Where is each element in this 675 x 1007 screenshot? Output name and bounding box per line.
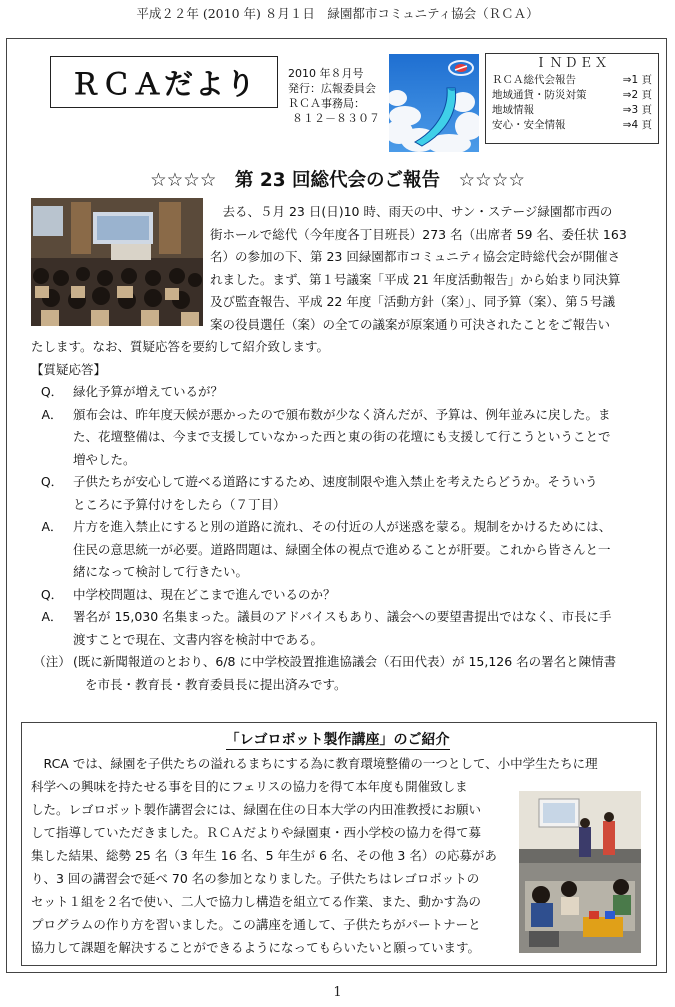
meeting-photo (31, 198, 203, 326)
qa-item (31, 516, 666, 584)
index-row (492, 73, 652, 88)
text-line: 署名が 15,030 名集まった。議員のアドバイスもあり、議会への要望書提出ではなく、市長に手 (73, 609, 612, 624)
text-line: 科学への興味を持たせる事を目的にフェリスの協力を得て本年度も開催致しま (31, 779, 468, 794)
qa-label: A． (41, 609, 63, 624)
index-item-label: 安心・安全情報 (492, 119, 566, 131)
article-body (31, 336, 666, 696)
qa-item (31, 381, 666, 404)
qa-text (73, 471, 666, 516)
text-line: した。レゴロボット製作講習会には、緑園在住の日本大学の内田准教授にお願い (31, 802, 482, 817)
page-number: 1 (333, 985, 342, 1000)
index-item-label: 地域通貨・防災対策 (492, 89, 587, 101)
note-text (73, 651, 666, 696)
text-line: 協力して課題を解決することができるようになってもらいたいと願っています。 (31, 940, 481, 955)
issue-date: 2010 年８月号 (288, 67, 364, 80)
qa-text (73, 381, 666, 404)
issue-info (288, 66, 384, 126)
text-line: 案の役員選任（案）の全ての議案が原案通り可決されたことをご報告い (210, 316, 611, 332)
qa-item (31, 606, 666, 651)
rca-logo (389, 54, 479, 152)
qa-label: Q． (40, 474, 64, 489)
lego-workshop-photo (519, 791, 641, 953)
index-item-page: ⇒1 頁 (622, 74, 652, 86)
index-item-page: ⇒3 頁 (622, 104, 652, 116)
qa-text (73, 516, 666, 584)
qa-item (31, 584, 666, 607)
index-title: ＩＮＤＥＸ (534, 56, 610, 71)
text-line: 頒布会は、昨年度天候が悪かったので頒布数が少なく済んだが、予算は、例年並みに戻した。ま (73, 406, 611, 422)
text-line: 渡すことで現在、文書内容を検討中である。 (73, 631, 324, 647)
text-line: して指導していただきました。ＲＣＡだよりや緑園東・西小学校の協力を得て募 (31, 825, 482, 840)
text-line: 去る、５月 23 日(日)10 時、雨天の中、サン・ステージ緑園都市西の (210, 204, 613, 219)
office-phone: ８１２－８３０７ (292, 112, 380, 125)
office-label: ＲＣＡ事務局： (288, 97, 365, 110)
text-line: たします。なお、質疑応答を要約して紹介致します。 (31, 339, 330, 354)
text-line: (既に新聞報道のとおり、6/8 に中学校設置推進協議会（石田代表）が 15,126 名の署名と陳情書 (73, 654, 617, 669)
article-intro (210, 201, 666, 336)
publisher: 発行：広報委員会 (288, 82, 376, 95)
qa-item (31, 471, 666, 516)
running-head: 平成２２年 (2010 年) ８月１日 緑園都市コミュニティ協会（ＲＣＡ） (136, 6, 539, 21)
index-item-page: ⇒4 頁 (622, 119, 652, 131)
text-line: 中学校問題は、現在どこまで進んでいるのか？ (73, 586, 336, 602)
text-line: た、花壇整備は、今まで支援していなかった西と東の街の花壇にも支援して行こうということで (73, 429, 611, 444)
qa-label: A． (41, 519, 63, 534)
index-row (492, 118, 652, 133)
newsletter-title: ＲＣＡだより (50, 56, 278, 108)
index-box (485, 53, 659, 144)
text-line: プログラムの作り方を習いました。この講座を通して、子供たちがパートナーと (31, 917, 481, 932)
qa-text (73, 404, 666, 472)
text-line: 増やした。 (73, 451, 136, 467)
qa-item (31, 404, 666, 472)
text-line: 子供たちが安心して遊べる道路にするため、速度制限や進入禁止を考えたらどうか。そういう (73, 474, 598, 489)
text-line: セット１組を２名で使い、二人で協力し構造を組立てる作業、また、動かす為の (31, 894, 482, 909)
article-headline: ☆☆☆☆ 第 23 回総代会のご報告 ☆☆☆☆ (150, 170, 525, 191)
index-item-page: ⇒2 頁 (622, 89, 652, 101)
text-line: 集した結果、総勢 25 名（3 年生 16 名、5 年生が 6 名、その他 3 名）の応募があ (31, 848, 497, 863)
text-line: を市長・教育長・教育委員長に提出済みです。 (85, 676, 347, 692)
text-line: 緑化予算が増えているが？ (73, 384, 224, 399)
index-row (492, 88, 652, 103)
note-label: （注） (33, 654, 71, 669)
text-line: 緒になって検討して行きたい。 (73, 564, 249, 579)
qa-label: Q． (40, 586, 64, 602)
text-line: RCA では、緑園を子供たちの溢れるまちにする為に教育環境整備の一つとして、小中学生たちに理 (31, 756, 598, 771)
lego-section-title (0, 729, 675, 749)
qa-heading: 【質疑応答】 (31, 361, 107, 377)
index-row (492, 103, 652, 118)
text-line: れました。まず、第１号議案「平成 21 年度活動報告」から始まり同決算 (210, 271, 621, 287)
text-line: り、3 回の講習会で延べ 70 名の参加となりました。子供たちはレゴロボットの (31, 871, 480, 886)
qa-label: Q． (40, 384, 64, 399)
text-line: ところに予算付けをしたら（７丁目） (73, 496, 286, 512)
text-line: 街ホールで総代（今年度各丁目班長）273 名（出席者 59 名、委任状 163 (210, 226, 627, 242)
text-line: 住民の意思統一が必要。道路問題は、緑園全体の視点で進めることが肝要。これから皆さんと一 (73, 541, 611, 557)
qa-label: A． (41, 406, 63, 422)
lego-title-text: 「レゴロボット製作講座」のご紹介 (225, 732, 450, 748)
qa-text (73, 606, 666, 651)
index-item-label: 地域情報 (492, 104, 534, 116)
text-line: 名）の参加の下、第 23 回緑園都市コミュニティ協会定時総代会が開催さ (210, 249, 621, 264)
index-item-label: ＲＣＡ総代会報告 (492, 74, 576, 86)
text-line: 及び監査報告、平成 22 年度「活動方針（案）」、同予算（案）、第５号議 (210, 294, 616, 309)
qa-text (73, 584, 666, 607)
text-line: 片方を進入禁止にすると別の道路に流れ、その付近の人が迷惑を蒙る。規制をかけるためには、 (73, 519, 612, 534)
note-item (31, 651, 666, 696)
